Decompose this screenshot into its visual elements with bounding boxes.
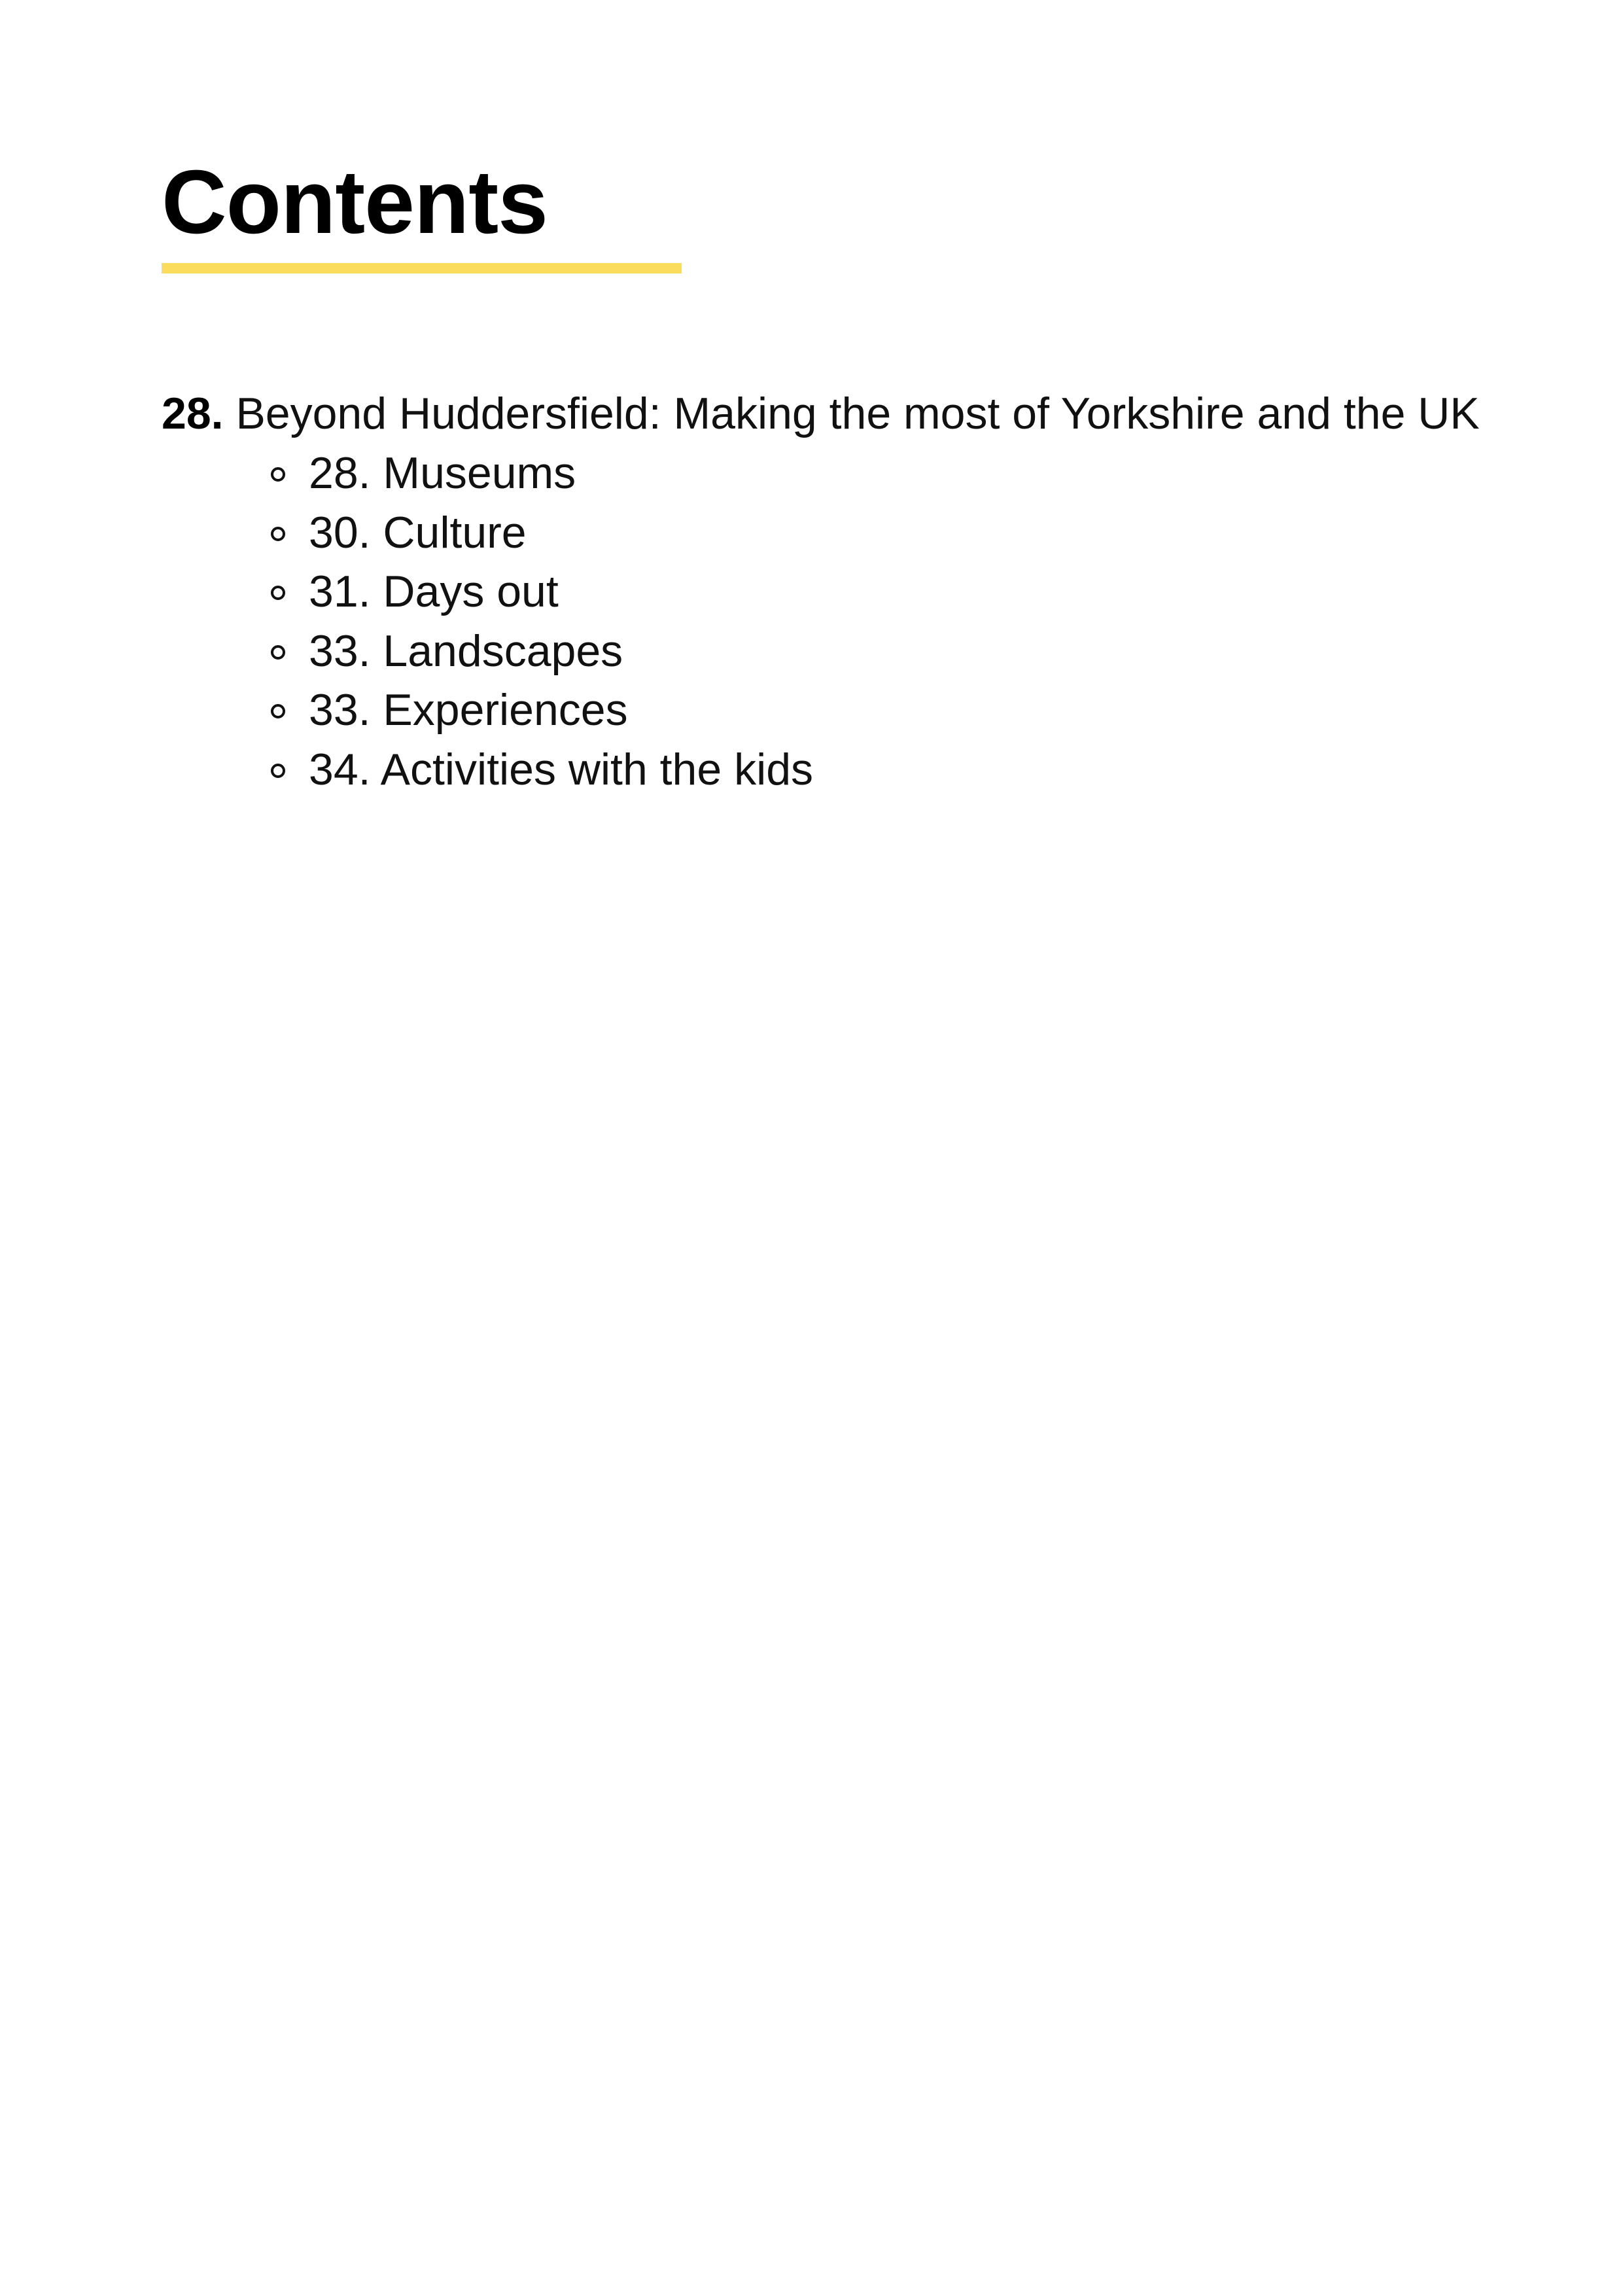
page-title: Contents: [162, 152, 548, 253]
subsection-label: 34. Activities with the kids: [309, 744, 814, 794]
circle-bullet-icon: [271, 704, 285, 718]
subsection-label: 33. Landscapes: [309, 626, 623, 676]
section-number: 28.: [162, 389, 224, 438]
subsection-item: [271, 680, 1568, 740]
section-title: Beyond Huddersfield: Making the most of Yorkshire and the UK: [236, 389, 1480, 438]
title-underline: [162, 263, 682, 274]
subsection-label: 28. Museums: [309, 448, 576, 498]
subsection-item: [271, 444, 1568, 503]
subsection-label: 31. Days out: [309, 567, 559, 617]
circle-bullet-icon: [271, 586, 285, 600]
subsection-item: [271, 562, 1568, 622]
subsection-item: [271, 622, 1568, 681]
subsection-item: [271, 740, 1568, 800]
circle-bullet-icon: [271, 645, 285, 660]
contents-section: [162, 383, 1568, 800]
subsection-label: 30. Culture: [309, 507, 527, 557]
circle-bullet-icon: [271, 764, 285, 778]
circle-bullet-icon: [271, 467, 285, 482]
subsection-label: 33. Experiences: [309, 685, 628, 735]
section-heading: [162, 383, 1568, 444]
subsection-list: [162, 444, 1568, 800]
subsection-item: [271, 503, 1568, 563]
circle-bullet-icon: [271, 527, 285, 541]
